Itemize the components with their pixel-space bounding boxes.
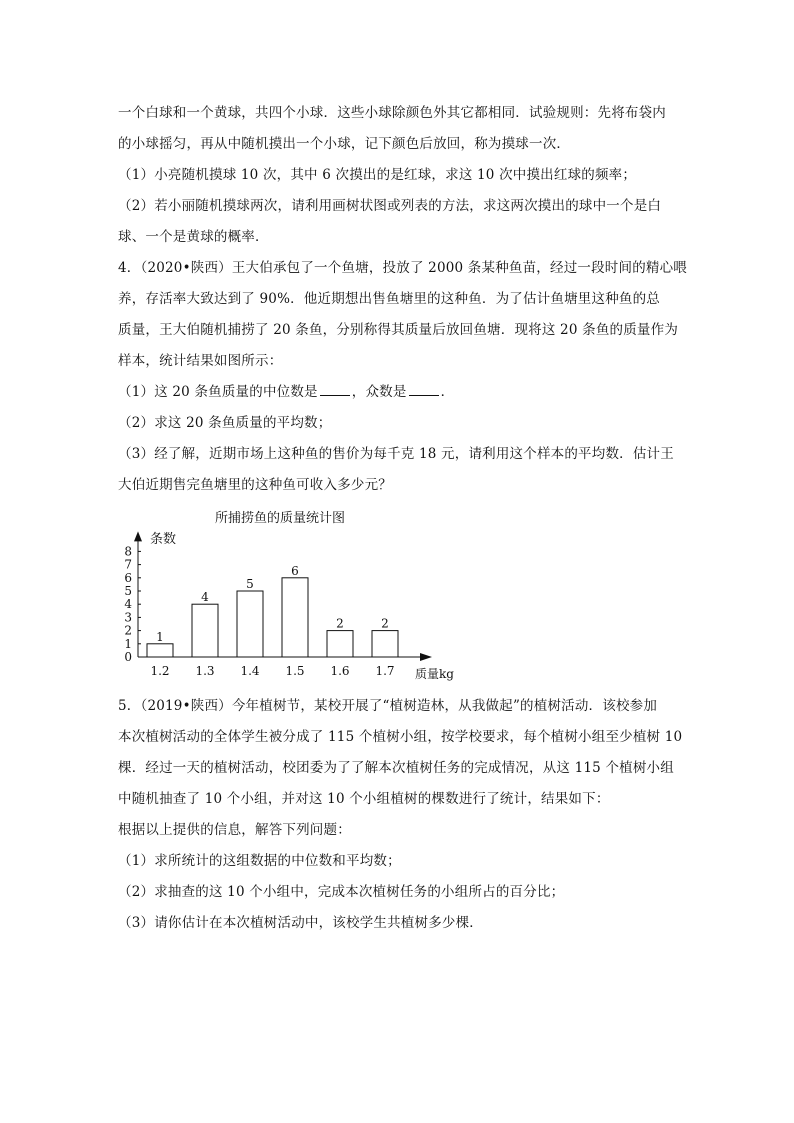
x-tick-label: 1.7 <box>375 664 395 678</box>
x-tick-label: 1.3 <box>195 664 215 678</box>
y-tick-label: 7 <box>124 557 132 572</box>
y-tick-label: 0 <box>124 650 132 664</box>
text-line: 质量，王大伯随机捕捞了 20 条鱼，分别称得其质量后放回鱼塘．现将这 20 条鱼的质量作为 <box>118 322 679 338</box>
text-line: （3）请你估计在本次植树活动中，该校学生共植树多少棵． <box>118 915 483 931</box>
text-line: 棵．经过一天的植树活动，校团委为了了解本次植树任务的完成情况，从这 115 个植树小组 <box>118 760 674 776</box>
x-axis-label: 质量kg <box>415 667 454 681</box>
chart-title: 所捕捞鱼的质量统计图 <box>214 511 346 526</box>
text-line: （1）小亮随机摸球 10 次，其中 6 次摸出的是红球，求这 10 次中摸出红球的频率； <box>118 167 637 183</box>
text-line: 中随机抽查了 10 个小组，并对这 10 个小组植树的棵数进行了统计，结果如下： <box>118 791 610 807</box>
answer-blank-median[interactable] <box>320 383 350 396</box>
text-line: 根据以上提供的信息，解答下列问题： <box>118 822 351 838</box>
text-line: 一个白球和一个黄球，共四个小球．这些小球除颜色外其它都相同．试验规则：先将布袋内 <box>118 105 666 121</box>
question-5-heading: 5．（2019•陕西）今年植树节，某校开展了“植树造林，从我做起”的植树活动．该校参加 <box>118 698 658 714</box>
text-line: （2）若小丽随机摸球两次，请利用画树状图或列表的方法，求这两次摸出的球中一个是白 <box>118 198 662 214</box>
answer-blank-mode[interactable] <box>409 383 439 396</box>
text-line: （1）求所统计的这组数据的中位数和平均数； <box>118 853 401 869</box>
text-segment: （1）这 20 条鱼质量的中位数是 <box>118 384 318 400</box>
question-4-heading: 4．（2020•陕西）王大伯承包了一个鱼塘，投放了 2000 条某种鱼苗，经过一段时间的精心喂 <box>118 260 687 276</box>
y-tick-label: 5 <box>124 584 132 598</box>
x-tick-label: 1.2 <box>150 664 170 678</box>
text-segment: ，众数是 <box>351 384 407 400</box>
bar-value-label: 2 <box>381 616 389 631</box>
fish-mass-bar-chart <box>110 505 470 685</box>
bar <box>372 631 398 657</box>
bar <box>327 631 353 657</box>
y-tick-label: 3 <box>124 610 132 625</box>
bar-value-label: 2 <box>336 616 344 631</box>
bar-value-label: 5 <box>246 577 254 591</box>
bar <box>192 604 218 657</box>
bar <box>147 644 173 657</box>
text-line: 样本，统计结果如图所示： <box>118 353 283 369</box>
bar <box>282 578 308 657</box>
text-line: 养，存活率大致达到了 90%．他近期想出售鱼塘里的这种鱼．为了估计鱼塘里这种鱼的总 <box>118 291 660 307</box>
y-axis-arrow <box>134 531 142 541</box>
text-line: 的小球摇匀，再从中随机摸出一个小球，记下颜色后放回，称为摸球一次． <box>118 136 571 152</box>
text-line: （2）求这 20 条鱼质量的平均数； <box>118 415 332 431</box>
text-segment: ． <box>440 384 455 400</box>
text-line: 球、一个是黄球的概率． <box>118 229 269 245</box>
y-tick-label: 4 <box>124 597 132 612</box>
y-tick-label: 2 <box>124 623 132 638</box>
text-line: （2）求抽查的这 10 个小组中，完成本次植树任务的小组所占的百分比； <box>118 884 565 900</box>
bar <box>237 591 263 657</box>
text-line: （3）经了解，近期市场上这种鱼的售价为每千克 18 元，请利用这个样本的平均数．估计王 <box>118 446 674 462</box>
x-tick-label: 1.5 <box>285 664 305 678</box>
bar-value-label: 4 <box>201 590 209 605</box>
y-tick-label: 6 <box>124 570 132 585</box>
x-axis-arrow <box>420 653 432 661</box>
text-line: 大伯近期售完鱼塘里的这种鱼可收入多少元？ <box>118 477 392 493</box>
chart-plot-area <box>124 531 432 678</box>
x-tick-label: 1.6 <box>330 664 350 678</box>
y-tick-label: 8 <box>124 544 132 559</box>
y-tick-label: 1 <box>124 636 132 651</box>
text-line: 本次植树活动的全体学生被分成了 115 个植树小组，按学校要求，每个植树小组至少植树 10 <box>118 729 683 745</box>
x-tick-label: 1.4 <box>240 664 260 678</box>
text-line-with-blanks <box>118 382 678 402</box>
bar-value-label: 6 <box>291 563 299 578</box>
y-axis-label: 条数 <box>150 532 177 547</box>
bar-value-label: 1 <box>156 629 164 644</box>
